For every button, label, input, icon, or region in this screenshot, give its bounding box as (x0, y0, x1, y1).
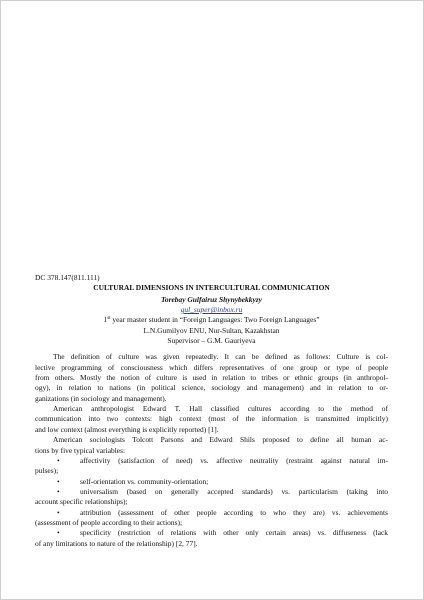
list-item-continuation: pulses); (35, 466, 59, 476)
list-item-line (35, 508, 388, 518)
list-item (35, 487, 388, 508)
article-body (35, 273, 388, 549)
status-number: 1 (103, 315, 108, 325)
status-ordinal-suffix: st (107, 316, 111, 322)
list-item-line (35, 487, 388, 497)
variables-list (35, 456, 388, 549)
bullet-icon: • (57, 528, 60, 538)
list-item-continuation: of any limitations to nature of the relationship) [2, 77]. (35, 538, 198, 548)
list-item-line (35, 477, 388, 487)
list-item-text: universalism (based on generally accepted standards) vs. particularism (taking into (80, 486, 388, 496)
article-title: CULTURAL DIMENSIONS IN INTERCULTURAL COMMUNICATION (93, 283, 330, 293)
author-status (35, 315, 388, 325)
text-line: American anthropologist Edward T. Hall classified cultures according to the method of (53, 404, 388, 414)
list-item-line (35, 456, 388, 466)
author-affiliation: L.N.Gumilyov ENU, Nur-Sultan, Kazakhstan (143, 325, 280, 335)
author-email-line (35, 305, 388, 315)
supervisor: Supervisor – G.M. Gauriyeva (167, 336, 256, 346)
text-line: ogy), in relation to nations (in political science, sociology and management) and in relation to or- (35, 383, 388, 393)
bullet-icon: • (57, 486, 60, 496)
text-line: The definition of culture was given repeatedly. It can be defined as follows: Culture is col- (53, 352, 388, 362)
text-line: communication into two contexts: high context (most of the information is transmitted implicitly) (35, 414, 388, 424)
list-item-text: attribution (assessment of other people according to who they are) vs. achievements (80, 507, 388, 517)
list-item (35, 508, 388, 529)
list-item-text: specificity (restriction of relations with other only certain areas) vs. diffuseness (lack (80, 528, 388, 538)
list-item (35, 528, 388, 549)
bullet-icon: • (57, 507, 60, 517)
author-name: Torebay Gulfairuz Shynybekkyzy (161, 294, 262, 304)
text-line: lective programming of consciousness which differs representatives of one group or type of people (35, 362, 388, 372)
text-line: from others. Mostly the notion of culture is used in relation to tribes or ethnic groups (in anthropol- (35, 373, 388, 383)
list-item-text: affectivity (satisfaction of need) vs. affective neutrality (restraint against natural im- (80, 455, 388, 465)
list-item (35, 477, 388, 487)
text-line: tions by five typical variables: (35, 445, 126, 455)
paragraph-culture-definition (35, 352, 388, 404)
list-item-text: self-orientation vs. community-orientation; (80, 476, 209, 486)
list-item-line (35, 528, 388, 538)
udc-code: DC 378.147(811.111) (35, 273, 100, 282)
list-item-continuation: (assessment of people according to their actions); (35, 517, 183, 527)
list-item (35, 456, 388, 477)
text-line: and low context (almost everything is explicitly reported) [1]. (35, 424, 219, 434)
author-email-link[interactable]: gul_super@inbox.ru (180, 305, 243, 315)
bullet-icon: • (57, 476, 60, 486)
text-line: American sociologists Tolcott Parsons and Edward Shils proposed to define all human ac- (53, 435, 388, 445)
text-line: ganizations (in sociology and management). (35, 393, 167, 403)
paragraph-hall (35, 404, 388, 435)
list-item-continuation: account specific relationships); (35, 497, 128, 507)
status-text: year master student in “Foreign Languages: Two Foreign Languages” (110, 315, 320, 325)
bullet-icon: • (57, 455, 60, 465)
paragraph-parsons-shils (35, 435, 388, 456)
